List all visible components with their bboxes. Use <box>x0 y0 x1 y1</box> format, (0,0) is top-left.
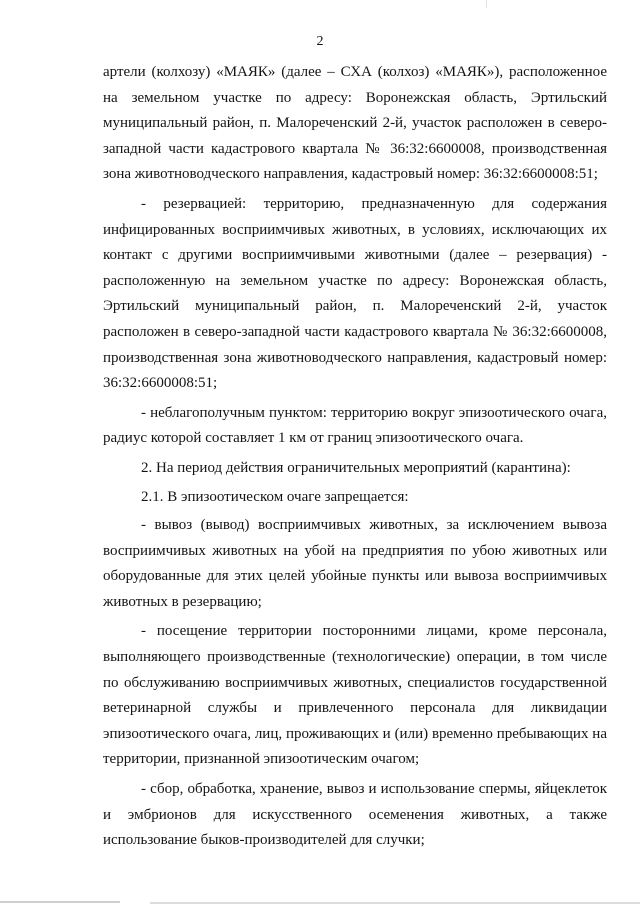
paragraph-animal-removal-ban: - вывоз (вывод) восприимчивых животных, за исключением вывоза восприимчивых животных на убой на предприятия по убою животных или оборудованные для этих целей убойные пункты или вывоза восприимчивых животных в резервацию; <box>103 517 607 610</box>
scan-artifact-bottom-right <box>150 902 640 904</box>
scan-artifact-bottom-left <box>0 901 120 903</box>
paragraph-restriction-period: 2. На период действия ограничительных мероприятий (карантина): <box>141 459 571 476</box>
paragraph-artel-location: артели (колхозу) «МАЯК» (далее – СХА (колхоз) «МАЯК»), расположенное на земельном участке по адресу: Воронежская область, Эртильский муниципальный район, п. Малореченский 2-й, участок расположен в северо-западной части кадастрового квартала № 36:32:6600008, производственная зона животноводческого направления, кадастровый номер: 36:32:6600008:51; <box>103 64 607 183</box>
paragraph-reservation-definition: - резервацией: территорию, предназначенную для содержания инфицированных восприимчивых животных, в условиях, исключающих их контакт с другими восприимчивыми животными (далее – резервация) - расположенную на земельном участке по адресу: Воронежская область, Эртильский муниципальный район, п. Малореченский 2-й, участок расположен в северо-западной части кадастрового квартала № 36:32:6600008, производственная зона животноводческого направления, кадастровый номер: 36:32:6600008:51; <box>103 195 607 392</box>
document-body <box>103 60 607 858</box>
paragraph-unfavorable-point: - неблагополучным пунктом: территорию вокруг эпизоотического очага, радиус которой составляет 1 км от границ эпизоотического очага. <box>103 404 607 447</box>
paragraph-visit-ban: - посещение территории посторонними лицами, кроме персонала, выполняющего производственные (технологические) операции, в том числе по обслуживанию восприимчивых животных, специалистов государственной ветеринарной службы и привлеченного персонала для ликвидации эпизоотического очага, лиц, проживающих и (или) временно пребывающих на территории, признанной эпизоотическим очагом; <box>103 623 607 768</box>
paragraph-insemination-ban: - сбор, обработка, хранение, вывоз и использование спермы, яйцеклеток и эмбрионов для искусственного осеменения животных, а также использование быков-производителей для случки; <box>103 781 607 849</box>
page-number: 2 <box>316 34 324 49</box>
scan-artifact-top-right <box>486 0 487 8</box>
paragraph-prohibited-in-focus: 2.1. В эпизоотическом очаге запрещается: <box>141 488 409 505</box>
